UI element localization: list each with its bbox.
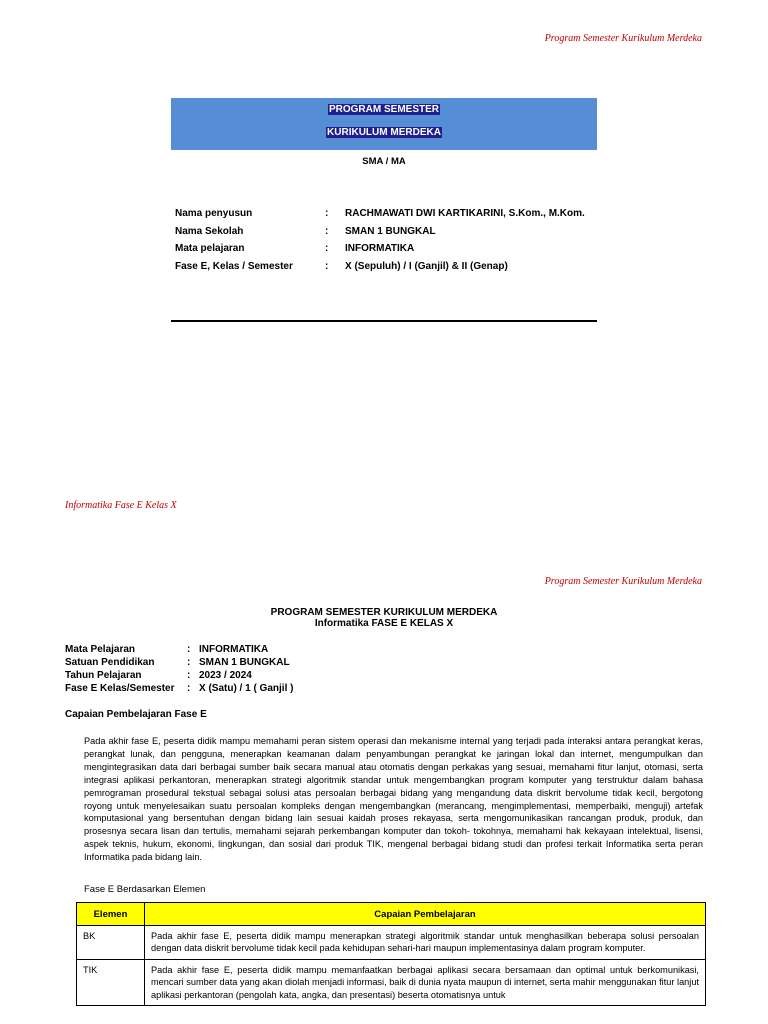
info-row-class: Fase E Kelas/Semester : X (Satu) / 1 ( Ganjil ) — [65, 683, 294, 694]
elemen-cell: BK — [77, 926, 145, 960]
page-header-title: Program Semester Kurikulum Merdeka — [544, 33, 702, 44]
document-title: PROGRAM SEMESTER KURIKULUM MERDEKA — [270, 607, 498, 618]
elemen-cell: TIK — [77, 959, 145, 1005]
info-row-author: Nama penyusun : RACHMAWATI DWI KARTIKARINI, S.Kom., M.Kom. — [175, 208, 585, 220]
column-header-capaian: Capaian Pembelajaran — [145, 903, 706, 926]
section-heading: Capaian Pembelajaran Fase E — [65, 709, 207, 720]
elemen-heading: Fase E Berdasarkan Elemen — [84, 884, 206, 895]
info-row-school: Nama Sekolah : SMAN 1 BUNGKAL — [175, 225, 436, 237]
page-footer: Informatika Fase E Kelas X — [65, 500, 177, 511]
cover-info-table — [175, 205, 585, 275]
table-row — [77, 926, 706, 960]
capaian-cell: Pada akhir fase E, peserta didik mampu memanfaatkan berbagai aplikasi secara bersamaan dan optimal untuk berkomunikasi, mencari sumber data yang akan diolah menjadi informasi, baik di dunia nyata maupun di internet, serta mahir menggunakan fitur lanjut aplikasi perkantoran (pengolah kata, angka, dan presentasi) beserta otomatisnya untuk — [145, 959, 706, 1005]
info-row-school: Satuan Pendidikan : SMAN 1 BUNGKAL — [65, 657, 290, 668]
title-banner — [171, 98, 597, 150]
divider-line — [171, 320, 597, 322]
document-subtitle: Informatika FASE E KELAS X — [314, 618, 454, 629]
info-row-subject: Mata Pelajaran : INFORMATIKA — [65, 644, 269, 655]
column-header-elemen: Elemen — [77, 903, 145, 926]
title-line-1: PROGRAM SEMESTER — [328, 104, 439, 115]
cp-paragraph: Pada akhir fase E, peserta didik mampu memahami peran sistem operasi dan mekanisme internal yang terjadi pada interaksi antara perangkat keras, perangkat lunak, dan pengguna, menerapkan keamanan dalam penyambungan perangkat ke jaringan lokal dan internet, mengumpulkan dan mengintegrasikan data dari berbagai sumber baik secara manual atau otomatis dengan perkakas yang sesuai, memahami fitur lanjut, otomasi, serta integrasi aplikasi perkantoran, menerapkan strategi algoritmik standar untuk mengembangkan program komputer yang terstruktur dalam bahasa pemrograman prosedural tekstual sebagai solusi atas persoalan berbagai bidang yang mengandung data diskrit bervolume tidak kecil, bergotong royong untuk menyelesaikan suatu persoalan kompleks dengan mengembangkan (merancang, mengimplementasi, memperbaiki, menguji) artefak komputasional yang bersentuhan dengan bidang lain sesuai kaidah proses rekayasa, serta mengomunikasikan rancangan produk, produk, dan prosesnya secara lisan dan tertulis, memahami sejarah perkembangan komputer dan tokoh- tokohnya, memahami hak kekayaan intelektual, lisensi, aspek teknis, hukum, ekonomi, lingkungan, dan sosial dari produk TIK, mengenal berbagai bidang studi dan profesi terkait Informatika serta peran Informatika pada bidang lain. — [84, 736, 703, 863]
title-line-2: KURIKULUM MERDEKA — [327, 127, 441, 138]
elemen-table — [76, 902, 706, 1006]
capaian-cell: Pada akhir fase E, peserta didik mampu menerapkan strategi algoritmik standar untuk menghasilkan beberapa solusi persoalan dengan data diskrit bervolume tidak kecil pada kehidupan sehari-hari maupun implementasinya dalam program komputer. — [145, 926, 706, 960]
info-row-subject: Mata pelajaran : INFORMATIKA — [175, 243, 415, 255]
info-row-phase: Fase E, Kelas / Semester : X (Sepuluh) / I (Ganjil) & II (Genap) — [175, 260, 508, 272]
page-header-title-2: Program Semester Kurikulum Merdeka — [544, 576, 702, 587]
table-row — [77, 959, 706, 1005]
school-level: SMA / MA — [362, 156, 406, 167]
table-header-row — [77, 903, 706, 926]
info-row-year: Tahun Pelajaran : 2023 / 2024 — [65, 670, 252, 681]
subject-info-table — [65, 643, 293, 695]
